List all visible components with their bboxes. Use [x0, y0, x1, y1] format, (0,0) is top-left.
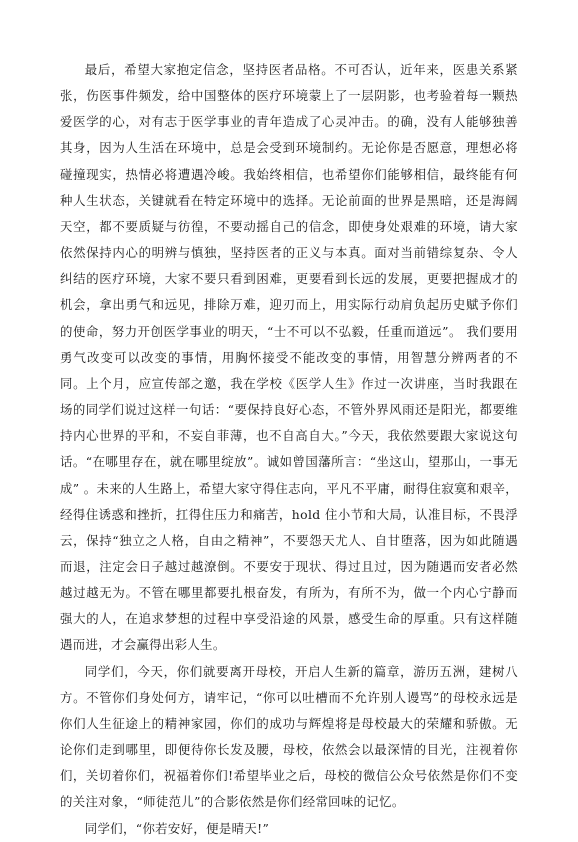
paragraph-closing: 同学们，“你若安好，便是晴天!”	[84, 820, 270, 836]
paragraph-conviction: 最后，希望大家抱定信念，坚持医者品格。不可否认，近年来，医患关系紧张，伤医事件频发，给中国整体的医疗环境蒙上了一层阴影，也考验着每一颗热爱医学的心，对有志于医学事业的青年造成了心灵冲击。的确，没有人能够独善其身，因为人生活在环境中，总是会受到环境制约。无论你是否愿意，理想必将碰撞现实，热情必将遭遇冷峻。我始终相信，也希望你们能够相信，最终能有何种人生状态，关键就看在特定环境中的选择。无论前面的世界是黑暗，还是海阔天空，都不要质疑与彷徨，不要动摇自己的信念，即使身处艰难的环境，请大家依然保持内心的明辨与慎独，坚持医者的正义与本真。面对当前错综复杂、令人纠结的医疗环境，大家不要只看到困难，更要看到长远的发展，更要把握成才的机会，拿出勇气和远见，排除万难，迎刃而上，用实际行动肩负起历史赋予你们的使命，努力开创医学事业的明天，“士不可以不弘毅，任重而道远”。 我们要用勇气改变可以改变的事情，用胸怀接受不能改变的事情，用智慧分辨两者的不同。上个月，应宣传部之邀，我在学校《医学人生》作过一次讲座，当时我跟在场的同学们说过这样一句话：“要保持良好心态，不管外界风雨还是阳光，都要维持内心世界的平和，不妄自菲薄，也不自高自大。”今天，我依然要跟大家说这句话。“在哪里存在，就在哪里绽放”。诚如曾国藩所言：“坐这山，望那山，一事无成” 。未来的人生路上，希望大家守得住志向，平凡不平庸，耐得住寂寞和艰辛，经得住诱惑和挫折，扛得住压力和痛苦，hold 住小节和大局，认准目标，不畏浮云，保持“独立之人格，自由之精神”，不要怨天尤人、自甘堕落，因为如此随遇而退，注定会日子越过越潦倒。不要安于现状、得过且过，因为随遇而安者必然越过越无为。不管在哪里都要扎根奋发，有所为，有所不为，做一个内心宁静而强大的人，在追求梦想的过程中享受沿途的风景，感受生命的厚重。只有这样随遇而进，才会赢得出彩人生。	[60, 62, 518, 653]
paragraph-alma-mater: 同学们，今天，你们就要离开母校，开启人生新的篇章，游历五洲，建树八方。不管你们身处何方，请牢记，“你可以吐槽而不允许别人谩骂”的母校永远是你们人生征途上的精神家园，你们的成功与辉煌将是母校最大的荣耀和骄傲。无论你们走到哪里，即便待你长发及腰，母校，依然会以最深情的目光，注视着你们，关切着你们，祝福着你们!希望毕业之后，母校的微信公众号依然是你们不变的关注对象，“师徒范儿”的合影依然是你们经常回味的记忆。	[60, 663, 518, 810]
